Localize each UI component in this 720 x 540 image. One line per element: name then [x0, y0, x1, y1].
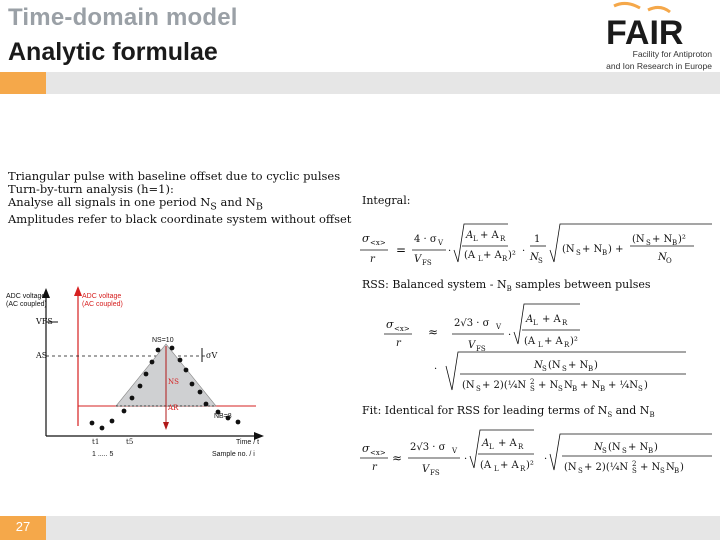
svg-text:=: =	[396, 243, 407, 257]
svg-text:): )	[644, 380, 648, 391]
sample-range-label: 1 ..... 5	[92, 451, 114, 458]
t5-label: t5	[126, 438, 134, 446]
slide-title-top: Time-domain model	[8, 4, 238, 31]
right-axis-label-1: ADC voltage	[82, 293, 122, 300]
svg-text:≈: ≈	[428, 325, 439, 339]
svg-text:L: L	[533, 319, 538, 327]
svg-text:R: R	[518, 443, 524, 451]
svg-text:(N: (N	[608, 442, 621, 453]
svg-text:B: B	[588, 365, 594, 373]
svg-text:V: V	[422, 464, 430, 475]
svg-text:B: B	[602, 249, 608, 257]
svg-text:B: B	[600, 385, 606, 393]
fair-logo	[604, 4, 684, 52]
svg-text:S: S	[538, 257, 543, 265]
desc-line-1: Triangular pulse with baseline offset due to cyclic pulses	[8, 169, 341, 183]
svg-text:V: V	[414, 254, 422, 265]
svg-text:<x>: <x>	[370, 239, 386, 247]
ar-label: AR	[168, 404, 179, 412]
time-axis-label: Time / t	[236, 439, 260, 446]
svg-text:+ A: + A	[480, 230, 499, 241]
svg-text:2√3 · σ: 2√3 · σ	[410, 442, 446, 453]
equation-panel	[358, 190, 714, 480]
svg-text:S: S	[530, 385, 535, 393]
svg-text:N: N	[658, 252, 667, 263]
footer-bar	[46, 516, 720, 540]
svg-text:)²: )²	[508, 250, 516, 261]
svg-text:+ A: + A	[500, 460, 519, 471]
pulse-diagram	[6, 286, 276, 462]
svg-text:2√3 · σ: 2√3 · σ	[454, 318, 490, 329]
svg-text:σ: σ	[362, 442, 370, 455]
svg-text:≈: ≈	[392, 451, 403, 465]
svg-text:B: B	[648, 447, 654, 455]
svg-text:R: R	[500, 235, 506, 243]
integral-formula	[360, 224, 712, 267]
svg-text:N: N	[666, 462, 675, 473]
fit-label: Fit: Identical for RSS for leading terms of $N_S$ and $N_B$	[362, 404, 655, 419]
svg-text:A: A	[526, 314, 534, 325]
t1-label: t1	[92, 438, 100, 446]
svg-text:2: 2	[632, 460, 637, 468]
sample-axis-label: Sample no. / i	[212, 451, 255, 458]
svg-text:+ 2)(¼N: + 2)(¼N	[482, 380, 527, 391]
left-axis-label-1: ADC voltage	[6, 293, 46, 300]
svg-text:2: 2	[530, 378, 535, 386]
logo-subtitle-line1: Facility for Antiproton	[632, 49, 712, 59]
desc-line-3: Analyse all signals in one period $N_S$ and $N_B$	[8, 195, 263, 213]
ns-mid-label: NS	[168, 378, 179, 386]
svg-text:R: R	[502, 255, 508, 263]
svg-text:B: B	[572, 385, 578, 393]
svg-text:+ A: + A	[483, 250, 502, 261]
svg-text:σ: σ	[362, 232, 370, 245]
svg-text:) +: ) +	[608, 244, 624, 255]
svg-text:S: S	[646, 239, 651, 247]
svg-text:)²: )²	[678, 234, 686, 245]
svg-text:r: r	[372, 462, 377, 473]
svg-text:<x>: <x>	[370, 449, 386, 457]
svg-text:FS: FS	[476, 345, 486, 353]
svg-text:N: N	[564, 380, 573, 391]
logo-subtitle-line2: and Ion Research in Europe	[606, 61, 712, 71]
svg-text:A: A	[482, 438, 490, 449]
svg-text:L: L	[473, 235, 478, 243]
svg-text:(N: (N	[462, 380, 475, 391]
svg-text:): )	[594, 360, 598, 371]
svg-text:(N: (N	[548, 360, 561, 371]
svg-text:FS: FS	[430, 469, 440, 477]
ar-arrow-head	[163, 422, 169, 430]
svg-text:(N: (N	[562, 244, 575, 255]
red-axis-arrow	[74, 286, 82, 296]
svg-text:r: r	[370, 254, 375, 265]
svg-text:R: R	[520, 465, 526, 473]
svg-text:O: O	[666, 257, 672, 265]
as-label: AS	[36, 351, 48, 360]
svg-text:L: L	[494, 465, 499, 473]
svg-text:+ N: + N	[628, 442, 649, 453]
svg-text:V: V	[468, 340, 476, 351]
svg-text:A: A	[466, 230, 474, 241]
svg-text:S: S	[622, 447, 627, 455]
svg-text:·: ·	[544, 454, 548, 465]
svg-text:σ: σ	[386, 318, 394, 331]
svg-text:)²: )²	[526, 460, 534, 471]
svg-text:L: L	[489, 443, 494, 451]
svg-text:FS: FS	[422, 259, 432, 267]
left-description	[8, 169, 352, 227]
svg-text:S: S	[602, 447, 607, 455]
header-accent-block	[0, 72, 46, 94]
svg-text:L: L	[478, 255, 483, 263]
svg-text:·: ·	[522, 246, 526, 257]
svg-text:4 · σ: 4 · σ	[414, 234, 437, 245]
rss-formula	[384, 304, 686, 393]
svg-text:+ ¼N: + ¼N	[608, 380, 638, 391]
svg-text:N: N	[534, 360, 543, 371]
svg-text:V: V	[452, 447, 458, 455]
svg-text:V: V	[438, 239, 444, 247]
svg-text:R: R	[562, 319, 568, 327]
svg-text:+ N: + N	[580, 380, 601, 391]
svg-text:1: 1	[534, 234, 541, 245]
svg-text:+ A: + A	[498, 438, 517, 449]
svg-text:S: S	[578, 467, 583, 475]
svg-text:·: ·	[434, 364, 438, 375]
svg-text:): )	[680, 462, 684, 473]
svg-text:<x>: <x>	[394, 325, 410, 333]
fit-formula	[360, 430, 712, 477]
svg-text:S: S	[476, 385, 481, 393]
svg-text:(A: (A	[524, 336, 536, 347]
svg-text:(A: (A	[480, 460, 492, 471]
vfs-label: VFS	[36, 317, 53, 326]
svg-text:): )	[654, 442, 658, 453]
svg-text:N: N	[530, 252, 539, 263]
nb-label: NB=8	[214, 413, 232, 420]
svg-text:B: B	[674, 467, 680, 475]
logo-text: FAIR	[606, 14, 684, 52]
svg-text:+ N: + N	[652, 234, 673, 245]
svg-text:+ A: + A	[542, 314, 561, 325]
svg-text:V: V	[496, 323, 502, 331]
svg-text:·: ·	[448, 246, 452, 257]
svg-text:S: S	[558, 385, 563, 393]
svg-text:(N: (N	[632, 234, 645, 245]
svg-text:·: ·	[464, 454, 468, 465]
rss-label: RSS: Balanced system - $N_B$ samples between pulses	[362, 278, 651, 293]
svg-text:·: ·	[508, 330, 512, 341]
svg-text:S: S	[562, 365, 567, 373]
svg-text:+ N: + N	[640, 462, 661, 473]
svg-text:)²: )²	[570, 336, 578, 347]
svg-text:S: S	[576, 249, 581, 257]
svg-text:+ N: + N	[582, 244, 603, 255]
logo-subtitle	[562, 48, 712, 72]
left-axis-label-2: (AC coupled)	[6, 301, 47, 308]
svg-text:+ N: + N	[538, 380, 559, 391]
integral-label: Integral:	[362, 194, 411, 207]
sigma-v-label: σV	[206, 351, 218, 360]
right-axis-label-2: (AC coupled)	[82, 301, 123, 308]
svg-text:r: r	[396, 338, 401, 349]
desc-line-4: Amplitudes refer to black coordinate system without offset	[8, 212, 352, 227]
ns-top-label: NS=10	[152, 337, 174, 344]
page-number: 27	[15, 519, 31, 534]
svg-text:B: B	[672, 239, 678, 247]
slide-title-main: Analytic formulae	[8, 38, 218, 66]
svg-text:+ 2)(¼N: + 2)(¼N	[584, 462, 629, 473]
svg-text:N: N	[594, 442, 603, 453]
svg-text:S: S	[632, 467, 637, 475]
svg-text:S: S	[542, 365, 547, 373]
svg-text:(A: (A	[464, 250, 476, 261]
svg-text:L: L	[538, 341, 543, 349]
svg-text:R: R	[564, 341, 570, 349]
desc-line-2: Turn-by-turn analysis (h=1):	[8, 182, 174, 196]
svg-text:S: S	[638, 385, 643, 393]
svg-text:(N: (N	[564, 462, 577, 473]
svg-text:S: S	[660, 467, 665, 475]
svg-text:+ A: + A	[544, 336, 563, 347]
svg-text:+ N: + N	[568, 360, 589, 371]
header-divider-bar	[46, 72, 720, 94]
